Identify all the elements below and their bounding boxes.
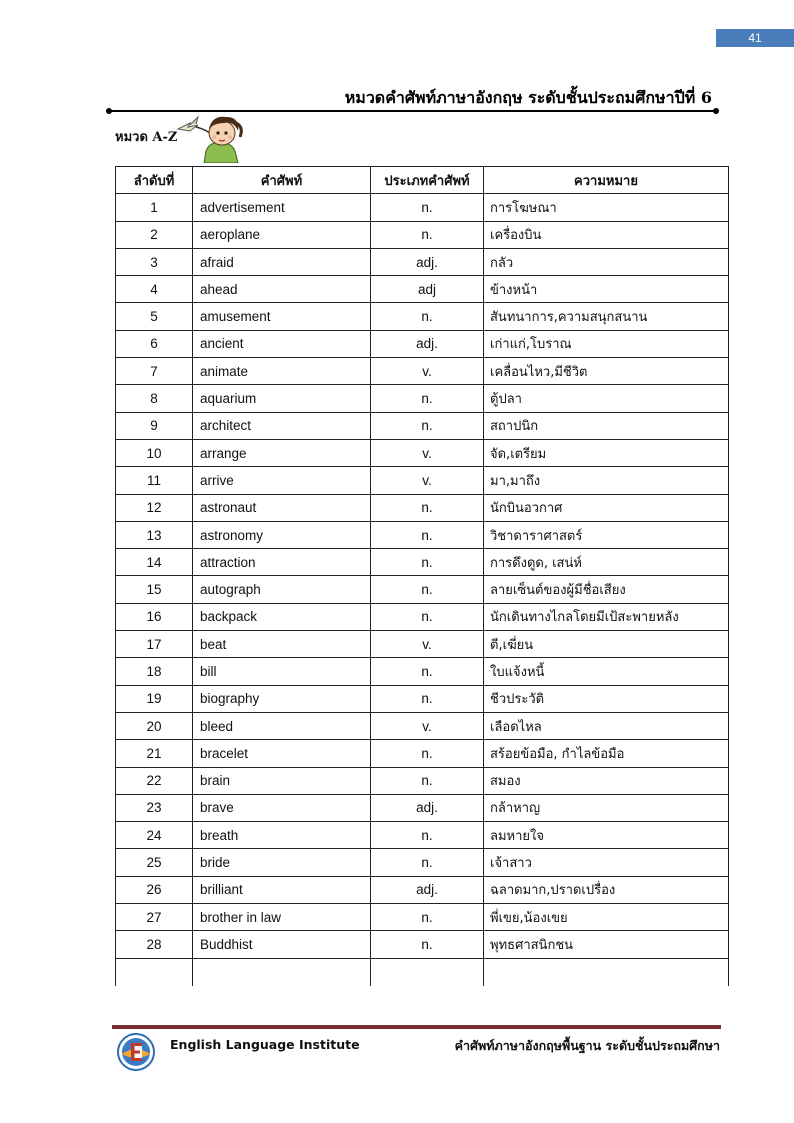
row-part-of-speech: n. xyxy=(371,412,484,439)
row-word: astronomy xyxy=(193,521,371,548)
footer-divider xyxy=(112,1025,721,1029)
row-meaning: กล้าหาญ xyxy=(484,794,729,821)
row-part-of-speech: n. xyxy=(371,521,484,548)
row-number: 19 xyxy=(116,685,193,712)
row-number: 23 xyxy=(116,794,193,821)
table-row xyxy=(116,221,729,248)
row-meaning: เคลื่อนไหว,มีชีวิต xyxy=(484,358,729,385)
table-row xyxy=(116,685,729,712)
row-meaning: ชีวประวัติ xyxy=(484,685,729,712)
row-part-of-speech: n. xyxy=(371,904,484,931)
row-meaning: ใบแจ้งหนี้ xyxy=(484,658,729,685)
empty-cell xyxy=(371,958,484,986)
row-number: 25 xyxy=(116,849,193,876)
table-row xyxy=(116,549,729,576)
table-row xyxy=(116,521,729,548)
table-row xyxy=(116,385,729,412)
row-meaning: ลายเซ็นต์ของผู้มีชื่อเสียง xyxy=(484,576,729,603)
section-label: หมวด A-Z xyxy=(115,130,178,145)
row-word: ancient xyxy=(193,330,371,357)
row-word: aeroplane xyxy=(193,221,371,248)
row-part-of-speech: adj. xyxy=(371,330,484,357)
row-word: bride xyxy=(193,849,371,876)
row-word: bleed xyxy=(193,712,371,739)
row-meaning: นักบินอวกาศ xyxy=(484,494,729,521)
row-number: 5 xyxy=(116,303,193,330)
table-row xyxy=(116,276,729,303)
row-part-of-speech: v. xyxy=(371,712,484,739)
row-meaning: ข้างหน้า xyxy=(484,276,729,303)
row-word: afraid xyxy=(193,248,371,275)
mascot-illustration xyxy=(176,111,246,163)
row-number: 11 xyxy=(116,467,193,494)
row-part-of-speech: adj xyxy=(371,276,484,303)
table-row xyxy=(116,658,729,685)
row-number: 8 xyxy=(116,385,193,412)
row-word: advertisement xyxy=(193,194,371,221)
table-row xyxy=(116,822,729,849)
row-part-of-speech: n. xyxy=(371,822,484,849)
row-word: arrive xyxy=(193,467,371,494)
row-meaning: มา,มาถึง xyxy=(484,467,729,494)
table-row xyxy=(116,904,729,931)
row-word: Buddhist xyxy=(193,931,371,958)
row-meaning: การโฆษณา xyxy=(484,194,729,221)
row-part-of-speech: n. xyxy=(371,549,484,576)
row-part-of-speech: n. xyxy=(371,221,484,248)
row-part-of-speech: v. xyxy=(371,358,484,385)
row-word: aquarium xyxy=(193,385,371,412)
table-row xyxy=(116,931,729,958)
row-meaning: พี่เขย,น้องเขย xyxy=(484,904,729,931)
row-number: 24 xyxy=(116,822,193,849)
row-word: bill xyxy=(193,658,371,685)
page-number: 41 xyxy=(716,29,794,47)
row-word: attraction xyxy=(193,549,371,576)
row-word: beat xyxy=(193,631,371,658)
row-word: amusement xyxy=(193,303,371,330)
row-meaning: นักเดินทางไกลโดยมีเป้สะพายหลัง xyxy=(484,603,729,630)
row-number: 26 xyxy=(116,876,193,903)
table-row xyxy=(116,712,729,739)
row-part-of-speech: n. xyxy=(371,385,484,412)
row-part-of-speech: n. xyxy=(371,576,484,603)
table-row xyxy=(116,576,729,603)
row-meaning: เครื่องบิน xyxy=(484,221,729,248)
row-word: astronaut xyxy=(193,494,371,521)
row-part-of-speech: n. xyxy=(371,767,484,794)
row-word: animate xyxy=(193,358,371,385)
row-word: breath xyxy=(193,822,371,849)
row-word: brave xyxy=(193,794,371,821)
table-row xyxy=(116,740,729,767)
table-row xyxy=(116,467,729,494)
row-number: 9 xyxy=(116,412,193,439)
table-row xyxy=(116,603,729,630)
row-part-of-speech: n. xyxy=(371,303,484,330)
row-number: 21 xyxy=(116,740,193,767)
row-meaning: จัด,เตรียม xyxy=(484,439,729,466)
row-part-of-speech: v. xyxy=(371,439,484,466)
table-row xyxy=(116,303,729,330)
table-row xyxy=(116,494,729,521)
institute-logo xyxy=(116,1032,156,1072)
title-divider-left-dot xyxy=(106,108,112,114)
row-word: brother in law xyxy=(193,904,371,931)
table-row xyxy=(116,358,729,385)
vocabulary-table xyxy=(115,166,729,986)
row-word: brain xyxy=(193,767,371,794)
row-meaning: ตี,เฆี่ยน xyxy=(484,631,729,658)
table-row xyxy=(116,439,729,466)
row-number: 1 xyxy=(116,194,193,221)
row-part-of-speech: n. xyxy=(371,849,484,876)
row-number: 28 xyxy=(116,931,193,958)
row-meaning: เลือดไหล xyxy=(484,712,729,739)
header-meaning: ความหมาย xyxy=(484,167,729,194)
row-number: 6 xyxy=(116,330,193,357)
row-part-of-speech: n. xyxy=(371,194,484,221)
page-title: หมวดคำศัพท์ภาษาอังกฤษ ระดับชั้นประถมศึกษาปีที่ 6 xyxy=(344,88,712,107)
row-number: 17 xyxy=(116,631,193,658)
title-divider-right-dot xyxy=(713,108,719,114)
table-row xyxy=(116,248,729,275)
row-meaning: กลัว xyxy=(484,248,729,275)
table-row xyxy=(116,876,729,903)
row-number: 15 xyxy=(116,576,193,603)
row-part-of-speech: n. xyxy=(371,685,484,712)
table-row xyxy=(116,794,729,821)
row-meaning: สมอง xyxy=(484,767,729,794)
row-meaning: วิชาดาราศาสตร์ xyxy=(484,521,729,548)
row-word: arrange xyxy=(193,439,371,466)
row-word: bracelet xyxy=(193,740,371,767)
row-part-of-speech: adj. xyxy=(371,248,484,275)
table-row-empty xyxy=(116,958,729,986)
empty-cell xyxy=(484,958,729,986)
row-part-of-speech: v. xyxy=(371,467,484,494)
row-part-of-speech: n. xyxy=(371,658,484,685)
row-part-of-speech: v. xyxy=(371,631,484,658)
header-part-of-speech: ประเภทคำศัพท์ xyxy=(371,167,484,194)
row-meaning: พุทธศาสนิกชน xyxy=(484,931,729,958)
row-part-of-speech: adj. xyxy=(371,794,484,821)
row-number: 16 xyxy=(116,603,193,630)
row-word: autograph xyxy=(193,576,371,603)
row-word: ahead xyxy=(193,276,371,303)
table-row xyxy=(116,631,729,658)
row-meaning: สันทนาการ,ความสนุกสนาน xyxy=(484,303,729,330)
header-number: ลำดับที่ xyxy=(116,167,193,194)
table-row xyxy=(116,767,729,794)
row-meaning: การดึงดูด, เสน่ห์ xyxy=(484,549,729,576)
row-part-of-speech: adj. xyxy=(371,876,484,903)
row-number: 7 xyxy=(116,358,193,385)
row-meaning: สถาปนิก xyxy=(484,412,729,439)
row-word: architect xyxy=(193,412,371,439)
row-word: brilliant xyxy=(193,876,371,903)
table-row xyxy=(116,412,729,439)
row-number: 20 xyxy=(116,712,193,739)
row-word: biography xyxy=(193,685,371,712)
row-number: 10 xyxy=(116,439,193,466)
row-meaning: ตู้ปลา xyxy=(484,385,729,412)
row-number: 2 xyxy=(116,221,193,248)
row-word: backpack xyxy=(193,603,371,630)
row-part-of-speech: n. xyxy=(371,494,484,521)
row-number: 12 xyxy=(116,494,193,521)
empty-cell xyxy=(193,958,371,986)
row-part-of-speech: n. xyxy=(371,740,484,767)
row-meaning: เก่าแก่,โบราณ xyxy=(484,330,729,357)
row-meaning: สร้อยข้อมือ, กำไลข้อมือ xyxy=(484,740,729,767)
table-row xyxy=(116,330,729,357)
footer-book-title: คำศัพท์ภาษาอังกฤษพื้นฐาน ระดับชั้นประถมศึกษา xyxy=(454,1038,720,1053)
row-number: 4 xyxy=(116,276,193,303)
row-number: 27 xyxy=(116,904,193,931)
row-number: 22 xyxy=(116,767,193,794)
row-part-of-speech: n. xyxy=(371,603,484,630)
row-number: 18 xyxy=(116,658,193,685)
empty-cell xyxy=(116,958,193,986)
row-number: 14 xyxy=(116,549,193,576)
row-part-of-speech: n. xyxy=(371,931,484,958)
row-meaning: ลมหายใจ xyxy=(484,822,729,849)
header-word: คำศัพท์ xyxy=(193,167,371,194)
row-number: 3 xyxy=(116,248,193,275)
row-meaning: เจ้าสาว xyxy=(484,849,729,876)
table-header-row xyxy=(116,167,729,194)
row-number: 13 xyxy=(116,521,193,548)
table-row xyxy=(116,194,729,221)
row-meaning: ฉลาดมาก,ปราดเปรื่อง xyxy=(484,876,729,903)
table-row xyxy=(116,849,729,876)
footer-institute-name: English Language Institute xyxy=(170,1037,360,1052)
